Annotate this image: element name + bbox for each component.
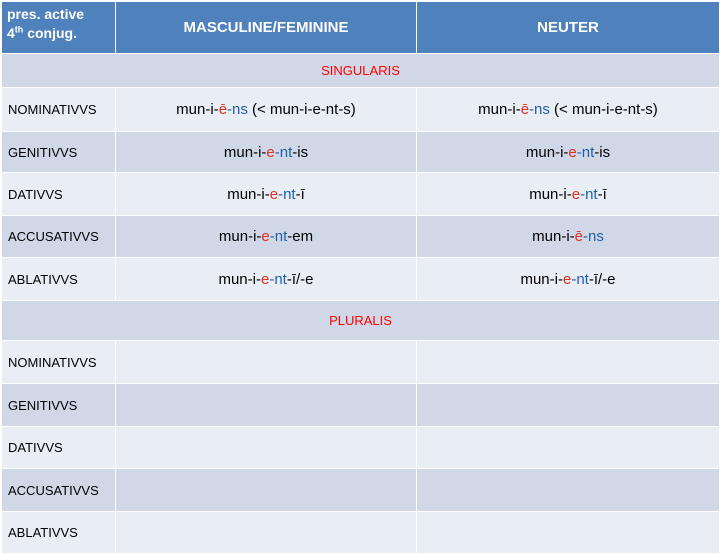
- theme-vowel: ē: [218, 101, 228, 118]
- form-neuter: [417, 512, 720, 554]
- participle-suffix: -ns: [583, 228, 604, 245]
- case-label: ACCUSATIVVS: [2, 216, 116, 258]
- section-row-plural: [2, 301, 720, 341]
- form-neuter: [417, 427, 720, 469]
- table-row: [2, 258, 720, 301]
- form-masc-fem: [116, 132, 417, 173]
- section-label-plural: PLURALIS: [2, 301, 720, 341]
- table-row: [2, 132, 720, 173]
- form-segment: mun-i-: [227, 185, 270, 203]
- corner-line-1: pres. active: [7, 6, 85, 22]
- form-masc-fem: [116, 173, 417, 216]
- corner-number: 4: [7, 25, 15, 41]
- table-row: [2, 341, 720, 384]
- form-segment: mun-i-: [223, 143, 267, 161]
- form-neuter: [417, 258, 720, 301]
- participle-suffix: -nt: [580, 185, 598, 203]
- theme-vowel: e: [266, 143, 275, 161]
- section-label-singular: SINGULARIS: [2, 54, 720, 88]
- theme-vowel: e: [571, 185, 581, 203]
- table-row: [2, 469, 720, 512]
- theme-vowel: e: [562, 270, 572, 288]
- participle-suffix: -nt: [576, 143, 595, 161]
- case-label: ABLATIVVS: [2, 258, 116, 301]
- form-segment: -ī: [597, 185, 607, 203]
- table-corner-title: [2, 2, 116, 54]
- form-neuter: [417, 88, 720, 132]
- form-segment: mun-i-: [520, 270, 563, 288]
- theme-vowel: ē: [520, 101, 530, 118]
- participle-suffix: -nt: [274, 143, 293, 161]
- participle-suffix: -ns: [529, 101, 550, 118]
- case-label: ABLATIVVS: [2, 512, 116, 554]
- section-row-singular: [2, 54, 720, 88]
- participle-suffix: -nt: [278, 185, 296, 203]
- form-masc-fem: [116, 427, 417, 469]
- form-neuter: [417, 469, 720, 512]
- table-row: [2, 88, 720, 132]
- case-label: DATIVVS: [2, 173, 116, 216]
- form-segment: -is: [292, 143, 309, 161]
- form-segment: (< mun-i-e-nt-s): [247, 101, 356, 118]
- case-label: NOMINATIVVS: [2, 88, 116, 132]
- column-header-masc-fem: MASCULINE/FEMININE: [116, 2, 417, 54]
- corner-line-2: [7, 24, 115, 43]
- form-neuter: [417, 173, 720, 216]
- form-segment: mun-i-: [478, 101, 521, 118]
- form-neuter: [417, 132, 720, 173]
- form-segment: -em: [287, 228, 314, 245]
- form-segment: mun-i-: [532, 228, 575, 245]
- table-row: [2, 384, 720, 427]
- form-neuter: [417, 341, 720, 384]
- table-row: [2, 512, 720, 554]
- form-masc-fem: [116, 216, 417, 258]
- case-label: NOMINATIVVS: [2, 341, 116, 384]
- theme-vowel: e: [261, 228, 270, 245]
- form-neuter: [417, 384, 720, 427]
- form-masc-fem: [116, 512, 417, 554]
- declension-table: [1, 1, 720, 554]
- form-segment: mun-i-: [529, 185, 572, 203]
- form-masc-fem: [116, 341, 417, 384]
- form-masc-fem: [116, 384, 417, 427]
- form-masc-fem: [116, 88, 417, 132]
- theme-vowel: e: [568, 143, 577, 161]
- theme-vowel: ē: [574, 228, 583, 245]
- corner-ordinal: th: [14, 24, 24, 35]
- form-segment: -ī/-e: [588, 270, 616, 288]
- participle-suffix: -nt: [571, 270, 589, 288]
- form-masc-fem: [116, 258, 417, 301]
- form-segment: mun-i-: [525, 143, 569, 161]
- header-row: [2, 2, 720, 54]
- form-segment: (< mun-i-e-nt-s): [549, 101, 658, 118]
- form-segment: -ī: [295, 185, 305, 203]
- form-segment: mun-i-: [176, 101, 219, 118]
- form-segment: mun-i-: [218, 270, 261, 288]
- table-row: [2, 173, 720, 216]
- case-label: DATIVVS: [2, 427, 116, 469]
- form-segment: mun-i-: [218, 228, 262, 245]
- table-row: [2, 216, 720, 258]
- table-row: [2, 427, 720, 469]
- participle-suffix: -ns: [227, 101, 248, 118]
- theme-vowel: e: [260, 270, 270, 288]
- participle-suffix: -nt: [269, 270, 287, 288]
- case-label: GENITIVVS: [2, 384, 116, 427]
- form-masc-fem: [116, 469, 417, 512]
- theme-vowel: e: [269, 185, 279, 203]
- participle-suffix: -nt: [269, 228, 288, 245]
- column-header-neuter: NEUTER: [417, 2, 720, 54]
- form-segment: -ī/-e: [286, 270, 314, 288]
- case-label: GENITIVVS: [2, 132, 116, 173]
- corner-word: conjug.: [27, 25, 77, 41]
- case-label: ACCUSATIVVS: [2, 469, 116, 512]
- form-segment: -is: [594, 143, 611, 161]
- form-neuter: [417, 216, 720, 258]
